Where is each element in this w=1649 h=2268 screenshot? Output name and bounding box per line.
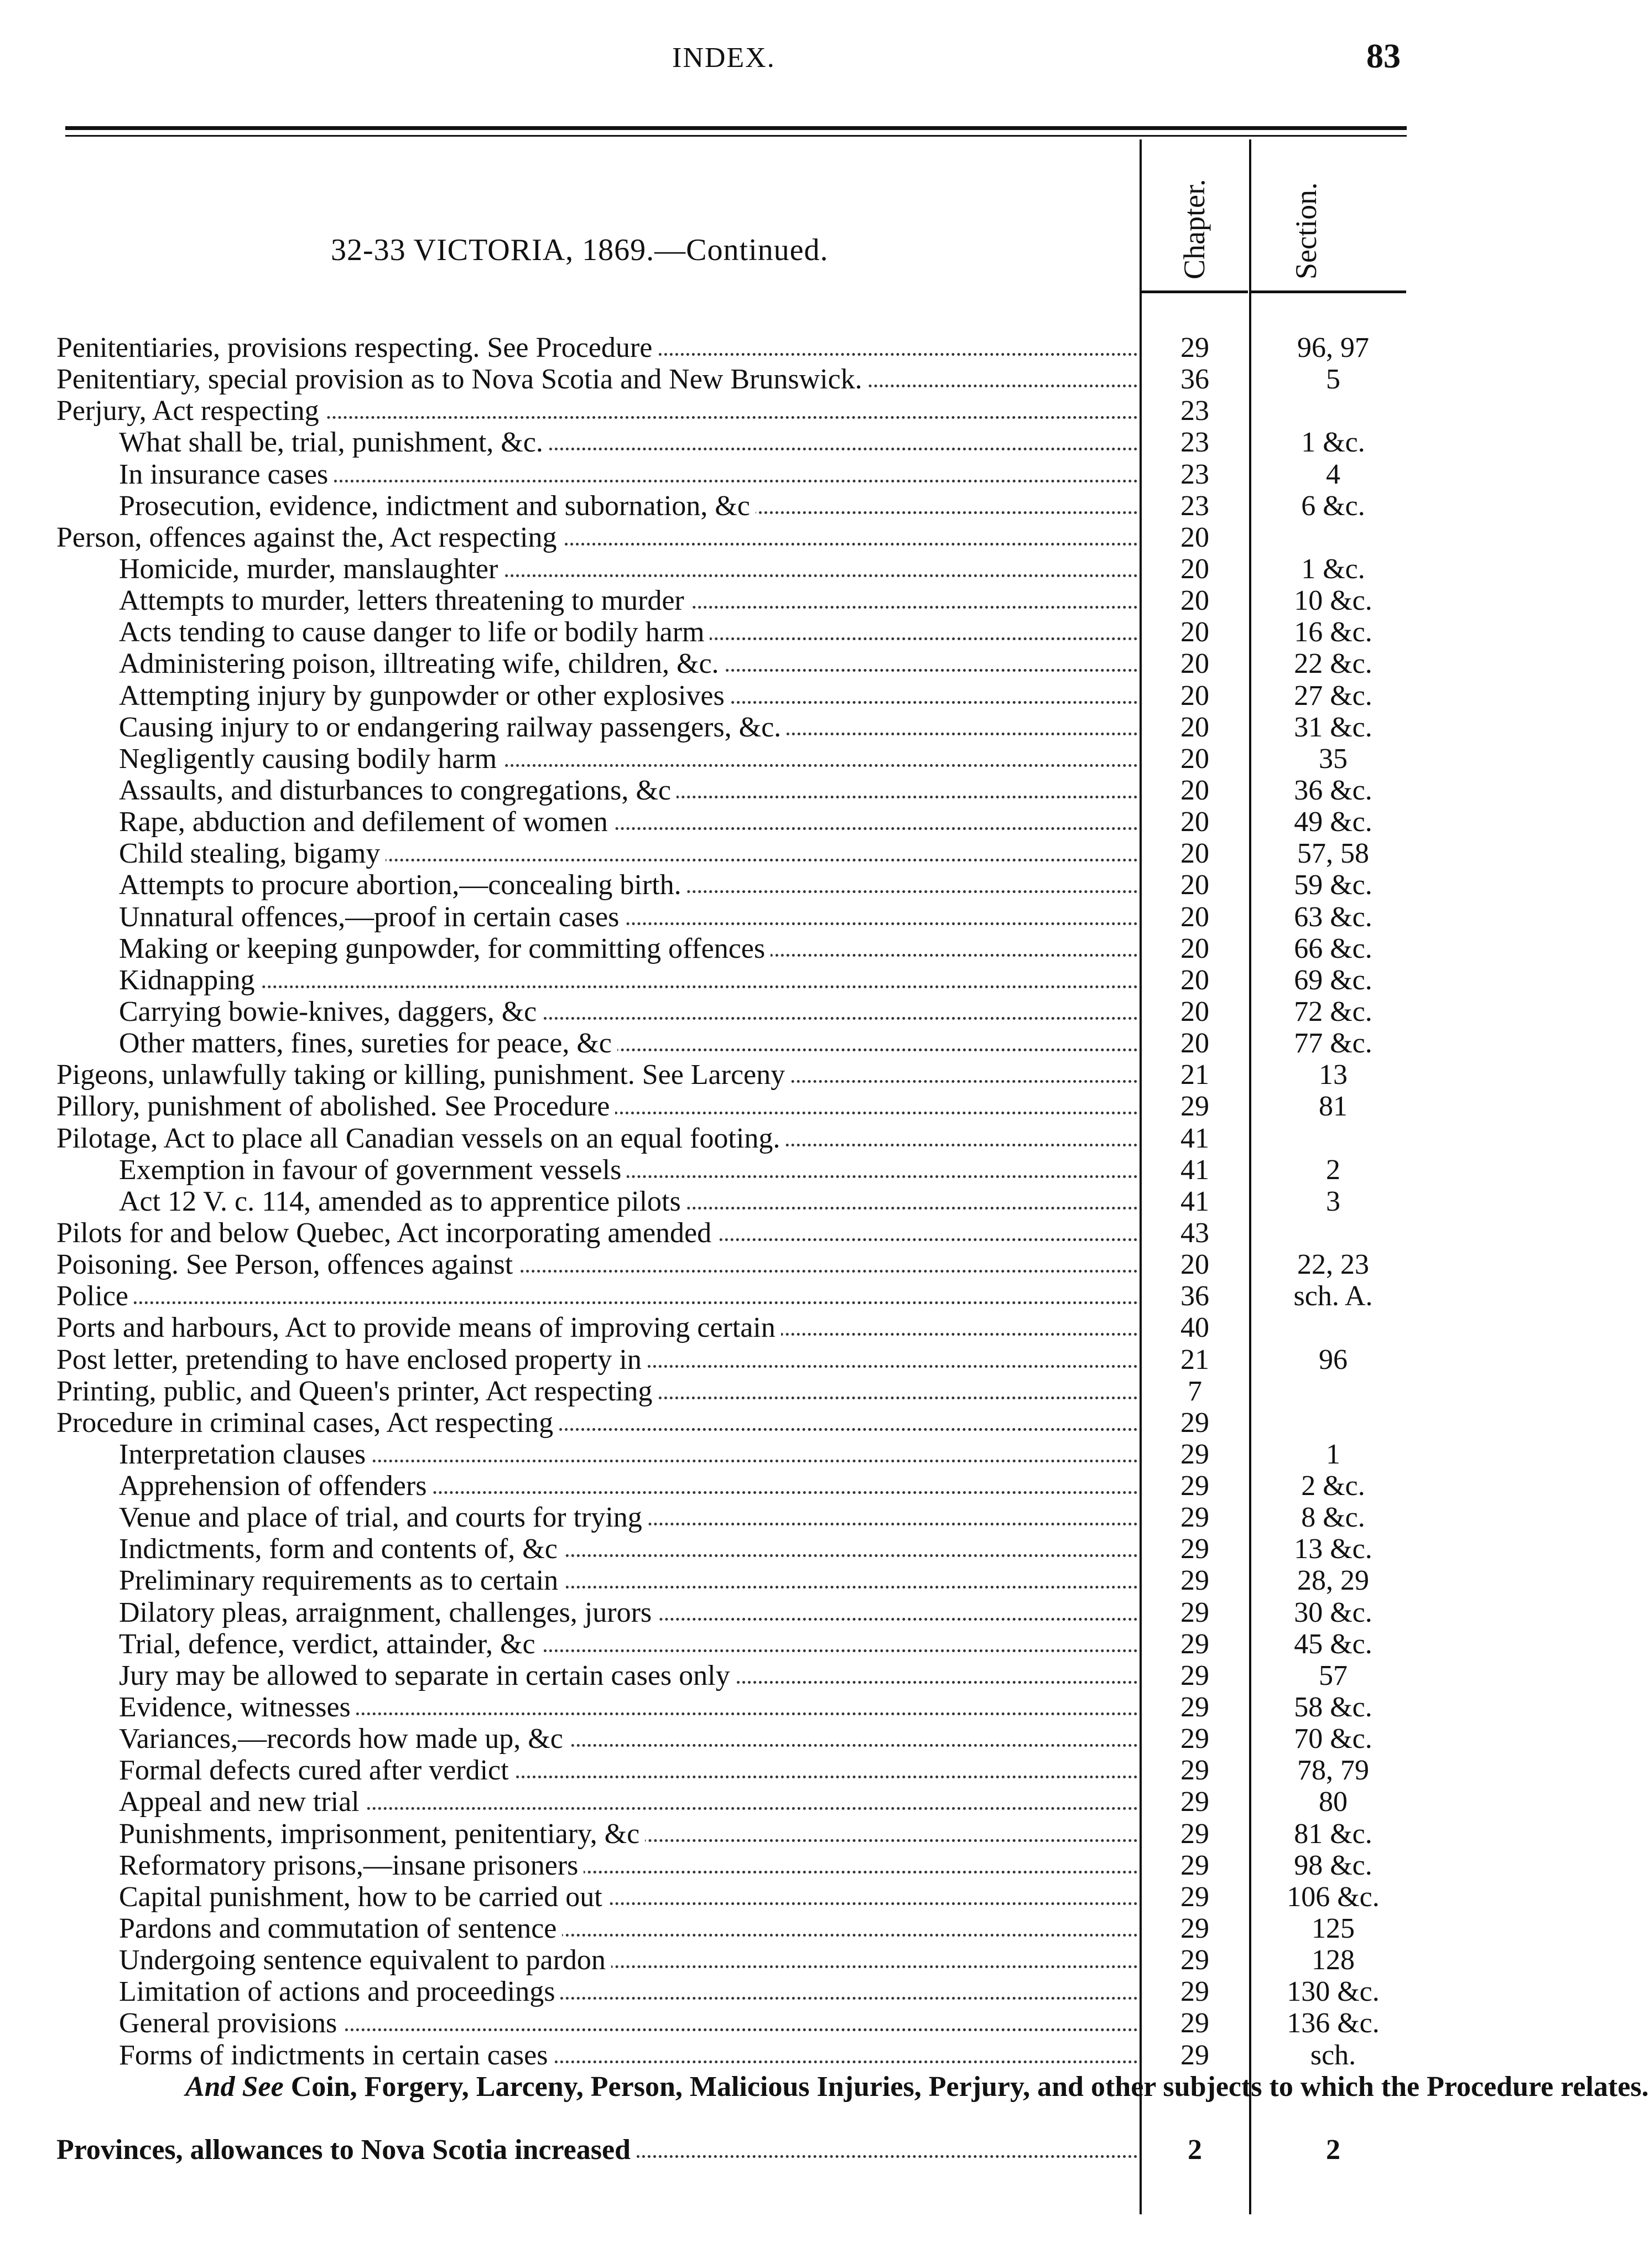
entry-text: Pillory, punishment of abolished. See Procedure <box>56 1091 615 1122</box>
chapter-number: 29 <box>1180 1755 1209 1787</box>
section-number: 22 &c. <box>1294 648 1372 680</box>
index-row <box>0 1186 1473 1217</box>
index-entry <box>56 1217 1138 1249</box>
section-number: 2 <box>1326 1154 1340 1186</box>
section-number: 6 &c. <box>1301 490 1365 522</box>
index-row <box>0 901 1473 933</box>
index-row <box>0 996 1473 1027</box>
chapter-head-rule <box>1141 290 1248 293</box>
chapter-number: 20 <box>1180 1249 1209 1281</box>
entry-text: Evidence, witnesses <box>119 1691 356 1723</box>
section-number: 3 <box>1326 1185 1340 1217</box>
chapter-number: 29 <box>1180 1976 1209 2008</box>
entry-text: What shall be, trial, punishment, &c. <box>119 427 549 458</box>
index-row <box>0 395 1473 427</box>
index-row <box>0 1376 1473 1407</box>
index-entry <box>119 1976 1138 2007</box>
index-row <box>0 1565 1473 1596</box>
entry-text: Punishments, imprisonment, penitentiary, &c <box>119 1818 645 1850</box>
index-row <box>0 490 1473 522</box>
column-header-chapter: Chapter. <box>1178 179 1211 279</box>
index-row <box>0 838 1473 869</box>
index-row <box>0 332 1473 364</box>
index-row <box>0 1249 1473 1280</box>
index-entry <box>119 1850 1138 1881</box>
chapter-number: 29 <box>1180 1533 1209 1565</box>
index-entry <box>119 2007 1138 2039</box>
index-entry <box>119 490 1138 522</box>
entry-text: Other matters, fines, sureties for peace, &c <box>119 1027 617 1059</box>
entry-text: Carrying bowie-knives, daggers, &c <box>119 996 542 1027</box>
chapter-number: 29 <box>1180 2007 1209 2039</box>
section-number: 96 <box>1319 1343 1348 1376</box>
chapter-number: 29 <box>1180 1944 1209 1976</box>
index-row <box>0 933 1473 964</box>
entry-text: Attempts to murder, letters threatening to murder <box>119 585 690 616</box>
chapter-number: 36 <box>1180 1280 1209 1312</box>
section-number: 30 &c. <box>1294 1596 1372 1628</box>
chapter-number: 20 <box>1180 553 1209 585</box>
index-entry <box>56 1312 1138 1343</box>
entry-text: Pilotage, Act to place all Canadian vessels on an equal footing. <box>56 1123 786 1154</box>
section-head-rule <box>1251 290 1406 293</box>
index-row <box>0 1059 1473 1091</box>
chapter-number: 20 <box>1180 774 1209 806</box>
index-entry <box>119 1818 1138 1850</box>
chapter-number: 20 <box>1180 1027 1209 1060</box>
index-row <box>0 743 1473 775</box>
index-entry <box>119 1755 1138 1786</box>
section-number: sch. <box>1310 2039 1356 2071</box>
entry-text: Perjury, Act respecting <box>56 395 325 427</box>
section-number: 1 &c. <box>1301 427 1365 459</box>
index-entry <box>119 648 1138 679</box>
index-entry <box>119 1565 1138 1596</box>
index-row <box>0 1818 1473 1850</box>
section-number: 57, 58 <box>1297 838 1369 870</box>
index-entries <box>0 332 1649 2166</box>
header-rule-thin <box>65 135 1407 137</box>
section-number: 80 <box>1319 1786 1348 1818</box>
index-entry <box>119 901 1138 933</box>
index-row <box>0 1123 1473 1154</box>
index-row <box>0 1976 1473 2007</box>
entry-text: Acts tending to cause danger to life or bodily harm <box>119 616 710 648</box>
index-row <box>0 1533 1473 1565</box>
chapter-number: 43 <box>1180 1217 1209 1249</box>
running-title: INDEX. <box>672 42 776 74</box>
chapter-number: 29 <box>1180 1596 1209 1628</box>
index-entry <box>119 1913 1138 1944</box>
page-number: 83 <box>1366 38 1401 75</box>
index-row <box>0 1786 1473 1818</box>
index-entry <box>119 427 1138 458</box>
entry-text: Pilots for and below Quebec, Act incorporating amended <box>56 1217 717 1249</box>
entry-text: Capital punishment, how to be carried out <box>119 1881 608 1913</box>
entry-text: Forms of indictments in certain cases <box>119 2039 553 2071</box>
index-row <box>0 648 1473 679</box>
index-entry <box>119 1723 1138 1755</box>
index-entry <box>119 585 1138 616</box>
chapter-number: 21 <box>1180 1059 1209 1091</box>
chapter-number: 20 <box>1180 901 1209 933</box>
see-also-body: Coin, Forgery, Larceny, Person, Malicious Injuries, Perjury, and other subjects to which the Procedure relates. <box>290 2070 1649 2103</box>
entry-text: In insurance cases <box>119 459 334 490</box>
index-entry <box>119 869 1138 901</box>
index-row <box>0 1027 1473 1059</box>
index-row <box>0 1280 1473 1312</box>
chapter-number: 36 <box>1180 364 1209 396</box>
section-number: 5 <box>1326 364 1340 396</box>
entry-text: Homicide, murder, manslaughter <box>119 553 503 585</box>
section-number: 45 &c. <box>1294 1628 1372 1660</box>
entry-text: Jury may be allowed to separate in certain cases only <box>119 1660 736 1691</box>
entry-text: Penitentiary, special provision as to Nova Scotia and New Brunswick. <box>56 364 868 395</box>
entry-text: Unnatural offences,—proof in certain cases <box>119 901 625 933</box>
index-entry <box>119 933 1138 964</box>
index-entry <box>56 1344 1138 1376</box>
entry-text: Prosecution, evidence, indictment and subornation, &c <box>119 490 756 522</box>
chapter-number: 20 <box>1180 711 1209 743</box>
index-entry <box>119 1470 1138 1502</box>
index-entry <box>56 2134 1138 2166</box>
entry-text: Act 12 V. c. 114, amended as to apprentice pilots <box>119 1186 686 1217</box>
index-row <box>0 1755 1473 1786</box>
entry-text: Administering poison, illtreating wife, children, &c. <box>119 648 725 679</box>
entry-text: Procedure in criminal cases, Act respecting <box>56 1407 559 1439</box>
chapter-number: 29 <box>1180 1091 1209 1123</box>
index-entry <box>119 743 1138 775</box>
entry-text: Attempting injury by gunpowder or other explosives <box>119 680 730 712</box>
index-entry <box>119 1660 1138 1691</box>
chapter-number: 29 <box>1180 1628 1209 1660</box>
entry-text: Negligently causing bodily harm <box>119 743 502 775</box>
entry-text: Formal defects cured after verdict <box>119 1755 514 1786</box>
chapter-number: 20 <box>1180 616 1209 648</box>
section-number: 72 &c. <box>1294 995 1372 1027</box>
entry-text: Printing, public, and Queen's printer, Act respecting <box>56 1376 658 1407</box>
section-number: 128 <box>1312 1944 1355 1976</box>
index-row-last <box>0 2134 1473 2166</box>
leader-dots <box>56 1301 1138 1304</box>
section-number: 22, 23 <box>1297 1249 1369 1281</box>
index-entry <box>119 838 1138 869</box>
section-title: 32-33 VICTORIA, 1869.—Continued. <box>331 233 829 267</box>
section-number: 81 &c. <box>1294 1818 1372 1850</box>
chapter-number: 23 <box>1180 490 1209 522</box>
section-number: 1 &c. <box>1301 553 1365 585</box>
chapter-number: 29 <box>1180 1659 1209 1691</box>
index-entry <box>119 1439 1138 1470</box>
entry-text: Appeal and new trial <box>119 1786 365 1818</box>
index-row <box>0 522 1473 553</box>
chapter-number: 20 <box>1180 521 1209 553</box>
index-row <box>0 775 1473 806</box>
entry-text: Provinces, allowances to Nova Scotia increased <box>56 2134 636 2166</box>
entry-text: Attempts to procure abortion,—concealing birth. <box>119 869 687 901</box>
index-row <box>0 1344 1473 1376</box>
section-number: 35 <box>1319 743 1348 775</box>
entry-text: Apprehension of offenders <box>119 1470 432 1502</box>
section-number: 81 <box>1319 1091 1348 1123</box>
section-number: 69 &c. <box>1294 964 1372 996</box>
section-number: 16 &c. <box>1294 616 1372 648</box>
index-row <box>0 1439 1473 1470</box>
section-number: 96, 97 <box>1297 332 1369 364</box>
section-number: 63 &c. <box>1294 901 1372 933</box>
chapter-number: 41 <box>1180 1154 1209 1186</box>
index-entry <box>56 1091 1138 1122</box>
index-entry <box>56 1249 1138 1280</box>
entry-text: Causing injury to or endangering railway passengers, &c. <box>119 712 787 743</box>
index-entry <box>56 1280 1138 1312</box>
index-entry <box>119 964 1138 996</box>
section-number: 36 &c. <box>1294 774 1372 806</box>
entry-text: Rape, abduction and defilement of women <box>119 806 613 838</box>
page-header <box>0 38 1473 91</box>
chapter-number: 29 <box>1180 1438 1209 1470</box>
index-entry <box>119 1154 1138 1186</box>
column-header-section: Section. <box>1289 182 1323 279</box>
index-entry <box>119 553 1138 585</box>
entry-text: Preliminary requirements as to certain <box>119 1565 564 1596</box>
chapter-number: 40 <box>1180 1312 1209 1344</box>
section-number: 28, 29 <box>1297 1565 1369 1597</box>
index-entry <box>56 364 1138 395</box>
chapter-number: 20 <box>1180 679 1209 712</box>
section-number: 66 &c. <box>1294 932 1372 964</box>
index-row <box>0 1881 1473 1913</box>
index-row <box>0 364 1473 395</box>
chapter-number: 29 <box>1180 1565 1209 1597</box>
section-number: 13 &c. <box>1294 1533 1372 1565</box>
chapter-number: 29 <box>1180 1849 1209 1881</box>
see-also-text <box>185 2070 1649 2103</box>
index-entry <box>56 1059 1138 1091</box>
index-entry <box>119 1881 1138 1913</box>
chapter-number: 20 <box>1180 964 1209 996</box>
chapter-number: 23 <box>1180 395 1209 427</box>
entry-text: Police <box>56 1280 134 1312</box>
section-number: 70 &c. <box>1294 1723 1372 1755</box>
index-entry <box>119 1691 1138 1723</box>
index-entry <box>119 806 1138 838</box>
chapter-number: 29 <box>1180 1407 1209 1439</box>
chapter-number: 41 <box>1180 1185 1209 1217</box>
section-number: 58 &c. <box>1294 1691 1372 1724</box>
entry-text: Interpretation clauses <box>119 1439 371 1470</box>
index-entry <box>119 1597 1138 1628</box>
index-entry <box>56 395 1138 427</box>
chapter-number: 29 <box>1180 1691 1209 1724</box>
index-row <box>0 1944 1473 1976</box>
see-also-lead: And See <box>185 2070 284 2103</box>
index-entry <box>119 2039 1138 2071</box>
index-row <box>0 1691 1473 1723</box>
entry-text: Child stealing, bigamy <box>119 838 386 869</box>
section-number: 57 <box>1319 1659 1348 1691</box>
section-number: 8 &c. <box>1301 1502 1365 1534</box>
chapter-number: 29 <box>1180 1786 1209 1818</box>
index-row <box>0 806 1473 838</box>
entry-text: Exemption in favour of government vessels <box>119 1154 627 1186</box>
entry-text: Pardons and commutation of sentence <box>119 1913 562 1944</box>
index-entry <box>119 1027 1138 1059</box>
chapter-number: 29 <box>1180 2039 1209 2071</box>
entry-text: Reformatory prisons,—insane prisoners <box>119 1850 584 1881</box>
section-number: 78, 79 <box>1297 1755 1369 1787</box>
chapter-number: 21 <box>1180 1343 1209 1376</box>
index-entry <box>56 1123 1138 1154</box>
entry-text: Limitation of actions and proceedings <box>119 1976 560 2007</box>
leader-dots <box>119 985 1138 988</box>
section-number: 31 &c. <box>1294 711 1372 743</box>
index-row <box>0 1913 1473 1944</box>
index-row <box>0 553 1473 585</box>
section-number: 49 &c. <box>1294 806 1372 838</box>
index-row <box>0 1407 1473 1439</box>
chapter-number: 7 <box>1188 1375 1202 1407</box>
section-number: sch. A. <box>1293 1280 1373 1312</box>
chapter-number: 20 <box>1180 743 1209 775</box>
chapter-number: 20 <box>1180 585 1209 617</box>
section-number: 2 <box>1326 2134 1340 2166</box>
entry-text: General provisions <box>119 2007 342 2039</box>
index-row <box>0 1312 1473 1343</box>
section-number: 4 <box>1326 458 1340 490</box>
entry-text: Variances,—records how made up, &c <box>119 1723 569 1755</box>
section-number: 10 &c. <box>1294 585 1372 617</box>
section-number: 27 &c. <box>1294 679 1372 712</box>
index-row <box>0 459 1473 490</box>
index-entry <box>119 680 1138 712</box>
chapter-number: 20 <box>1180 932 1209 964</box>
chapter-number: 23 <box>1180 458 1209 490</box>
entry-text: Penitentiaries, provisions respecting. See Procedure <box>56 332 658 364</box>
index-row <box>0 1470 1473 1502</box>
entry-text: Pigeons, unlawfully taking or killing, punishment. See Larceny <box>56 1059 790 1091</box>
entry-text: Poisoning. See Person, offences against <box>56 1249 518 1280</box>
section-number: 77 &c. <box>1294 1027 1372 1060</box>
index-row <box>0 1597 1473 1628</box>
section-number: 98 &c. <box>1294 1849 1372 1881</box>
index-entry <box>56 1407 1138 1439</box>
index-row <box>0 869 1473 901</box>
index-row <box>0 427 1473 458</box>
index-row <box>0 1154 1473 1186</box>
index-row <box>0 1628 1473 1660</box>
entry-text: Venue and place of trial, and courts for trying <box>119 1502 648 1533</box>
section-number: 2 &c. <box>1301 1470 1365 1502</box>
index-row <box>0 585 1473 616</box>
index-row <box>0 964 1473 996</box>
chapter-number: 29 <box>1180 1470 1209 1502</box>
entry-text: Assaults, and disturbances to congregations, &c <box>119 775 677 806</box>
index-row <box>0 712 1473 743</box>
chapter-number: 20 <box>1180 648 1209 680</box>
index-row <box>0 1091 1473 1122</box>
section-number: 136 &c. <box>1287 2007 1380 2039</box>
entry-text: Making or keeping gunpowder, for committing offences <box>119 933 771 964</box>
index-entry <box>119 1628 1138 1660</box>
section-number: 13 <box>1319 1059 1348 1091</box>
chapter-number: 2 <box>1188 2134 1202 2166</box>
index-entry <box>119 616 1138 648</box>
index-entry <box>119 1533 1138 1565</box>
index-entry <box>119 1502 1138 1533</box>
chapter-number: 20 <box>1180 806 1209 838</box>
chapter-number: 29 <box>1180 1818 1209 1850</box>
entry-text: Trial, defence, verdict, attainder, &c <box>119 1628 541 1660</box>
header-rule-thick <box>65 126 1407 130</box>
index-row <box>0 680 1473 712</box>
entry-text: Ports and harbours, Act to provide means of improving certain <box>56 1312 781 1343</box>
chapter-number: 20 <box>1180 838 1209 870</box>
section-number: 106 &c. <box>1287 1881 1380 1913</box>
index-row <box>0 1217 1473 1249</box>
index-entry <box>119 1944 1138 1976</box>
index-row <box>0 1502 1473 1533</box>
section-number: 125 <box>1312 1913 1355 1945</box>
index-entry <box>56 522 1138 553</box>
entry-text: Indictments, form and contents of, &c <box>119 1533 563 1565</box>
chapter-number: 29 <box>1180 1913 1209 1945</box>
index-entry <box>56 1376 1138 1407</box>
index-entry <box>119 459 1138 490</box>
chapter-number: 20 <box>1180 995 1209 1027</box>
chapter-number: 41 <box>1180 1122 1209 1154</box>
chapter-number: 29 <box>1180 332 1209 364</box>
index-entry <box>119 996 1138 1027</box>
chapter-number: 29 <box>1180 1502 1209 1534</box>
chapter-number: 23 <box>1180 427 1209 459</box>
index-row <box>0 2039 1473 2071</box>
index-row <box>0 2007 1473 2039</box>
index-entry <box>119 1186 1138 1217</box>
entry-text: Dilatory pleas, arraignment, challenges, jurors <box>119 1597 657 1628</box>
section-number: 130 &c. <box>1287 1976 1380 2008</box>
index-row <box>0 1723 1473 1755</box>
index-row <box>0 1850 1473 1881</box>
index-row <box>0 616 1473 648</box>
index-entry <box>119 775 1138 806</box>
entry-text: Person, offences against the, Act respecting <box>56 522 562 553</box>
chapter-number: 20 <box>1180 869 1209 901</box>
section-number: 59 &c. <box>1294 869 1372 901</box>
entry-text: Undergoing sentence equivalent to pardon <box>119 1944 611 1976</box>
section-number: 1 <box>1326 1438 1340 1470</box>
index-entry <box>119 1786 1138 1818</box>
chapter-number: 29 <box>1180 1723 1209 1755</box>
entry-text: Kidnapping <box>119 964 261 996</box>
index-entry <box>56 332 1138 364</box>
index-entry <box>119 712 1138 743</box>
index-row <box>0 1660 1473 1691</box>
chapter-number: 29 <box>1180 1881 1209 1913</box>
entry-text: Post letter, pretending to have enclosed property in <box>56 1344 647 1376</box>
see-also-note <box>0 2070 1649 2134</box>
